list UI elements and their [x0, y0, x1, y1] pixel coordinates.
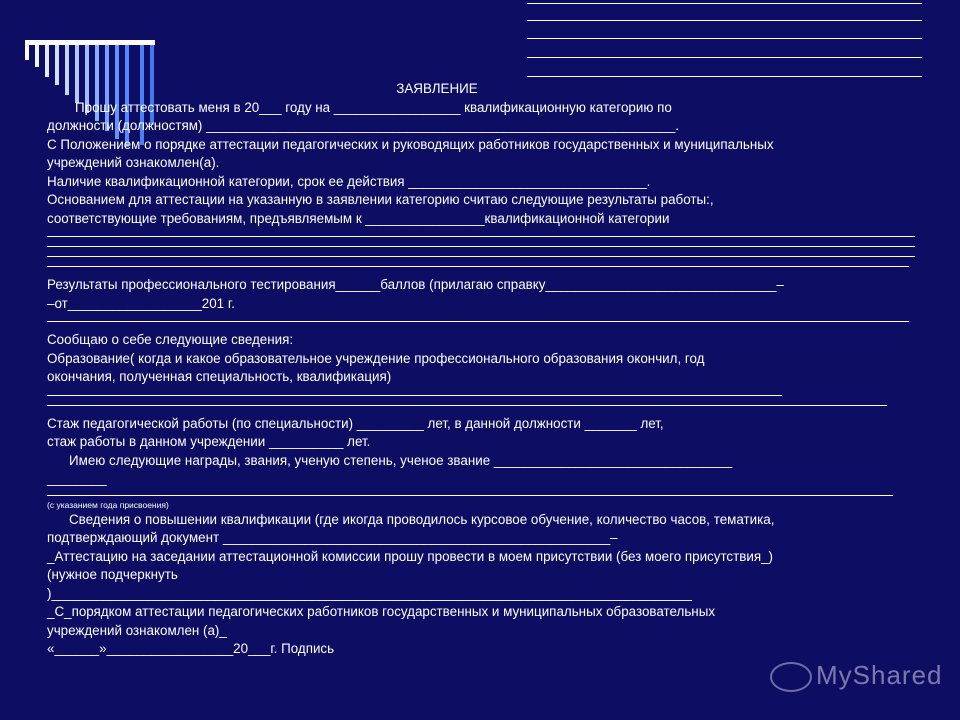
watermark	[770, 660, 943, 692]
form-line-regulation: С Положением о порядке аттестации педагогических и руководящих работников государственных и муниципальных	[47, 136, 774, 152]
form-line-date: –от__________________201 г.	[47, 295, 235, 311]
blank-line	[47, 495, 893, 496]
blank-line	[47, 321, 909, 322]
form-line-acquainted: учреждений ознакомлен(а).	[47, 155, 220, 170]
form-note-year: (с указанием года присвоения)	[47, 499, 169, 510]
form-line-basis: Основанием для аттестации на указанную в заявлении категорию считаю следующие результаты работы:,	[47, 192, 714, 207]
form-line-signature: «______»_________________20___г. Подпись	[47, 641, 335, 656]
blank-line	[47, 405, 887, 406]
form-line-qualification: Сведения о повышении квалификации (где икогда проводилось курсовое обучение, количество часов, тематика,	[69, 511, 775, 527]
blank-line	[47, 266, 909, 267]
decorative-bar-1	[25, 45, 29, 60]
blank-line	[47, 236, 915, 237]
form-line-experience: Стаж педагогической работы (по специальности) _________ лет, в данной должности _______ лет,	[47, 415, 664, 431]
form-line-category: Наличие квалификационной категории, срок ее действия ________________________________.	[47, 173, 651, 189]
form-line-request: Прошу аттестовать меня в 20___ году на _________________ квалификационную категорию по	[75, 99, 672, 115]
blank-line	[47, 246, 915, 247]
form-line-document: подтверждающий документ ____________________________________________________–	[47, 530, 618, 545]
form-line-attendance: _Аттестацию на заседании аттестационной комиссии прошу провести в моем присутствии (без моего присутствия_)	[47, 548, 774, 564]
decorative-bar-2	[35, 45, 39, 67]
form-line-procedure: _С_порядком аттестации педагогических работников государственных и муниципальных образовательных	[47, 604, 716, 619]
form-line-procedure-2: учреждений ознакомлен (а)_	[47, 622, 227, 638]
form-line-education-2: окончания, полученная специальность, квалификация)	[47, 369, 392, 384]
form-line-blank: )______________________________________________________________________________________	[47, 585, 692, 601]
form-line-experience-2: стаж работы в данном учреждении __________ лет.	[47, 434, 371, 449]
watermark-text: MyShared	[816, 660, 943, 690]
form-line-awards-2: ________	[47, 471, 107, 486]
application-form	[47, 80, 927, 659]
form-line-requirements: соответствующие требованиям, предъявляемым к ________________квалификационной категории	[47, 210, 670, 226]
decorative-bar-4	[55, 45, 59, 85]
blank-line	[47, 395, 782, 396]
watermark-logo-icon	[770, 662, 812, 692]
form-line-position: должности (должностям) _______________________________________________________________.	[47, 118, 680, 133]
blank-line	[47, 256, 915, 257]
decorative-bar-3	[45, 45, 49, 77]
form-line-underline: (нужное подчеркнуть	[47, 567, 178, 582]
document-title: ЗАЯВЛЕНИЕ	[396, 81, 478, 96]
form-line-about: Сообщаю о себе следующие сведения:	[47, 332, 294, 347]
form-line-testing: Результаты профессионального тестирования______баллов (прилагаю справку_______________________________–	[47, 277, 784, 292]
form-line-awards: Имею следующие награды, звания, ученую степень, ученое звание ________________________________	[69, 452, 733, 468]
form-line-education: Образование( когда и какое образовательное учреждение профессионального образования окончил, год	[47, 350, 705, 366]
